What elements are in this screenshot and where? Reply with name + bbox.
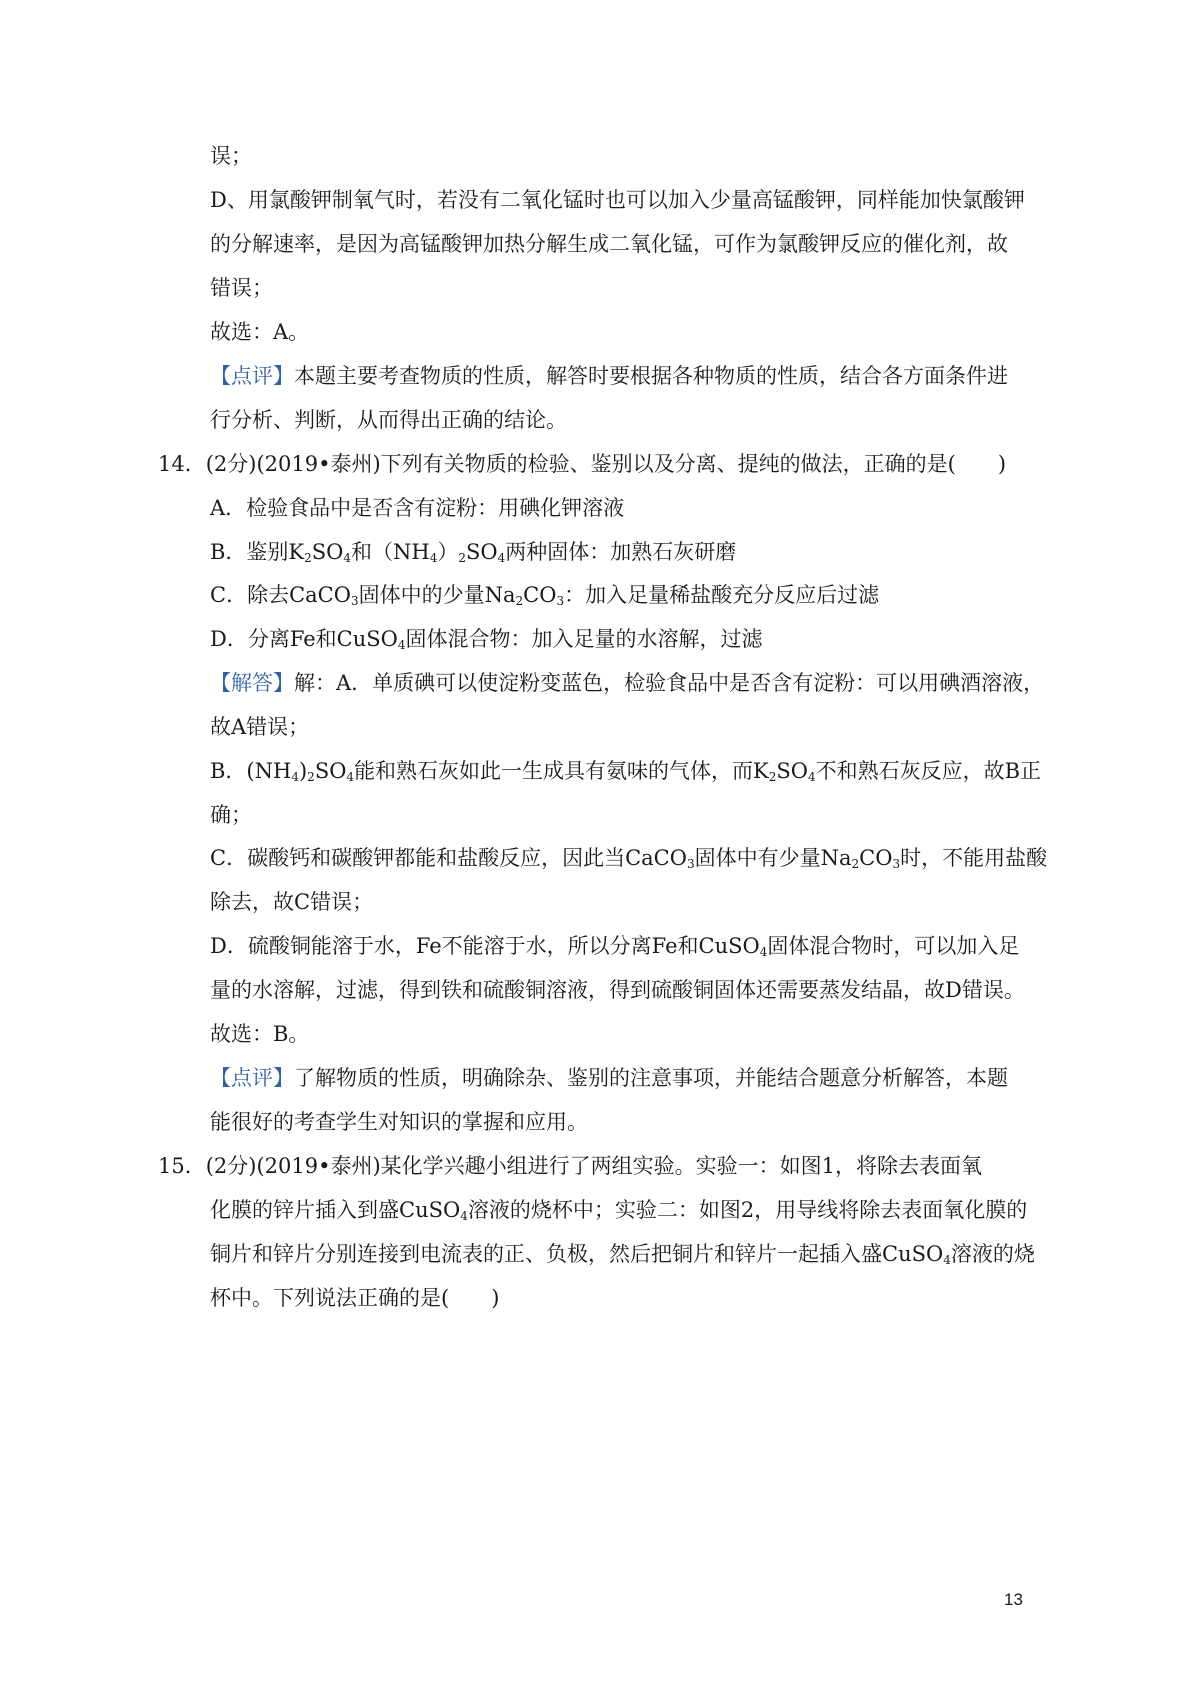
text-line: 能很好的考查学生对知识的掌握和应用。 xyxy=(210,1110,588,1134)
option-b: B．鉴别$K_2SO_4$和$(NH_4)_2SO_4$两种固体：加熟石灰研磨 xyxy=(210,540,737,565)
text-line: D、用氯酸钾制氧气时，若没有二氧化锰时也可以加入少量高锰酸钾，同样能加快氯酸钾 xyxy=(210,188,1025,212)
answer-tag: 【解答】 xyxy=(210,671,294,695)
option-a: A．检验食品中是否含有淀粉：用碘化钾溶液 xyxy=(210,496,625,520)
answer-d: D．硫酸铜能溶于水，Fe不能溶于水，所以分离Fe和CuSO$_4$固体混合物时，可以加入足 xyxy=(210,934,1020,959)
option-d: D．分离Fe和CuSO$_4$固体混合物：加入足量的水溶解，过滤 xyxy=(210,627,763,652)
text-line: 杯中。下列说法正确的是( ) xyxy=(210,1286,500,1310)
review-tag: 【点评】 xyxy=(210,1066,294,1090)
text-line: 故选：B。 xyxy=(210,1022,310,1046)
text-line: 确； xyxy=(210,803,252,827)
text-line: 误； xyxy=(210,144,252,168)
question-15-stem: 15．(2分)(2019•泰州)某化学兴趣小组进行了两组实验。实验一：如图1，将除去表面氧 xyxy=(158,1154,983,1178)
text-line: 错误； xyxy=(210,276,273,300)
review-line xyxy=(210,361,1030,391)
page-number: 13 xyxy=(1004,1590,1023,1609)
review-text: 了解物质的性质，明确除杂、鉴别的注意事项，并能结合题意分析解答，本题 xyxy=(294,1066,1008,1090)
text-line: 的分解速率，是因为高锰酸钾加热分解生成二氧化锰，可作为氯酸钾反应的催化剂，故 xyxy=(210,232,1008,256)
text-line: 故选：A。 xyxy=(210,320,310,344)
answer-c: C．碳酸钙和碳酸钾都能和盐酸反应，因此当CaCO$_3$固体中有少量$Na_2CO_3$时，不能用盐酸 xyxy=(210,846,1048,871)
review-line xyxy=(210,1063,1030,1093)
text-line: 行分析、判断，从而得出正确的结论。 xyxy=(210,408,567,432)
text-line: 化膜的锌片插入到盛CuSO$_4$溶液的烧杯中；实验二：如图2，用导线将除去表面氧化膜的 xyxy=(210,1198,1028,1223)
question-14-stem: 14．(2分)(2019•泰州)下列有关物质的检验、鉴别以及分离、提纯的做法，正确的是( ) xyxy=(158,452,1007,476)
option-c: C．除去CaCO$_3$固体中的少量$Na_2CO_3$：加入足量稀盐酸充分反应后过滤 xyxy=(210,583,880,608)
answer-line xyxy=(210,668,1045,698)
text-line: 除去，故C错误； xyxy=(210,890,374,914)
answer-text: 解：A．单质碘可以使淀粉变蓝色，检验食品中是否含有淀粉：可以用碘酒溶液， xyxy=(294,671,1045,695)
text-line: 量的水溶解，过滤，得到铁和硫酸铜溶液，得到硫酸铜固体还需要蒸发结晶，故D错误。 xyxy=(210,978,1025,1002)
review-text: 本题主要考查物质的性质，解答时要根据各种物质的性质，结合各方面条件进 xyxy=(294,364,1008,388)
text-line: 故A错误； xyxy=(210,715,310,739)
review-tag: 【点评】 xyxy=(210,364,294,388)
text-line: 铜片和锌片分别连接到电流表的正、负极，然后把铜片和锌片一起插入盛CuSO$_4$溶液的烧 xyxy=(210,1242,1035,1267)
answer-b: B．$(NH_4)_2SO_4$能和熟石灰如此一生成具有氨味的气体，而$K_2SO_4$不和熟石灰反应，故B正 xyxy=(210,759,1042,784)
